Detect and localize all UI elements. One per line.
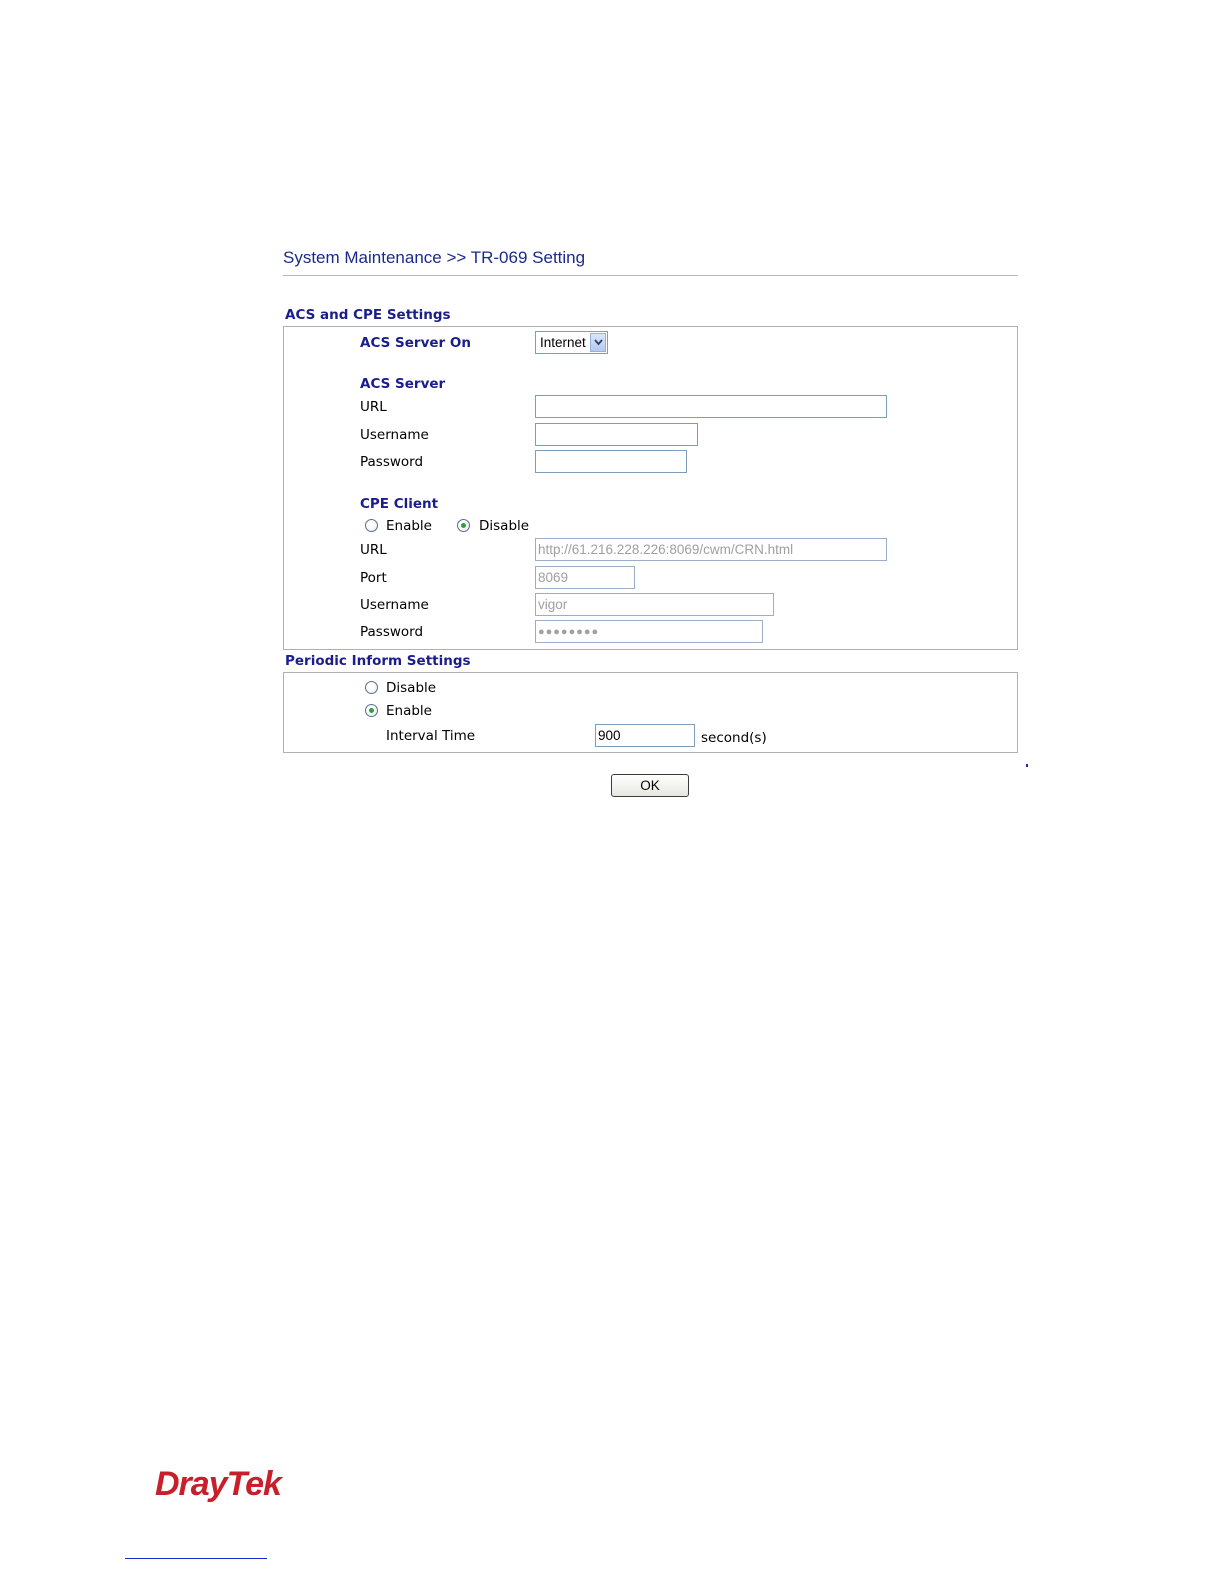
periodic-enable-radio[interactable] <box>365 704 378 717</box>
stray-mark <box>1026 764 1028 767</box>
cpe-password-input[interactable] <box>535 620 763 643</box>
cpe-url-label: URL <box>360 542 387 558</box>
periodic-enable-label: Enable <box>386 703 432 719</box>
periodic-section-title: Periodic Inform Settings <box>285 653 471 669</box>
interval-unit-label: second(s) <box>701 730 767 746</box>
periodic-disable-label: Disable <box>386 680 437 696</box>
acs-url-input[interactable] <box>535 395 887 418</box>
cpe-enable-radio[interactable] <box>365 519 378 532</box>
acs-server-on-value: Internet <box>540 335 586 350</box>
page-title: System Maintenance >> TR-069 Setting <box>283 248 586 267</box>
cpe-password-label: Password <box>360 624 424 640</box>
acs-server-on-label: ACS Server On <box>360 335 471 351</box>
cpe-port-input[interactable] <box>535 566 635 589</box>
draytek-logo: DrayTek <box>155 1465 281 1503</box>
chevron-down-icon[interactable] <box>590 333 606 352</box>
cpe-enable-label: Enable <box>386 518 432 534</box>
cpe-username-label: Username <box>360 597 429 613</box>
acs-password-input[interactable] <box>535 450 687 473</box>
cpe-port-label: Port <box>360 570 387 586</box>
acs-username-label: Username <box>360 427 429 443</box>
cpe-url-input[interactable] <box>535 538 887 561</box>
footer-divider <box>125 1558 267 1559</box>
cpe-disable-label: Disable <box>479 518 530 534</box>
acs-cpe-section-title: ACS and CPE Settings <box>285 307 451 323</box>
title-divider <box>283 275 1018 276</box>
acs-password-label: Password <box>360 454 424 470</box>
cpe-disable-radio[interactable] <box>457 519 470 532</box>
acs-server-title: ACS Server <box>360 376 446 392</box>
periodic-disable-radio[interactable] <box>365 681 378 694</box>
cpe-username-input[interactable] <box>535 593 774 616</box>
acs-username-input[interactable] <box>535 423 698 446</box>
acs-server-on-select[interactable] <box>535 331 608 354</box>
ok-button[interactable]: OK <box>611 774 689 797</box>
interval-time-label: Interval Time <box>386 728 476 744</box>
interval-time-input[interactable] <box>595 724 695 747</box>
cpe-client-title: CPE Client <box>360 496 439 512</box>
acs-url-label: URL <box>360 399 387 415</box>
